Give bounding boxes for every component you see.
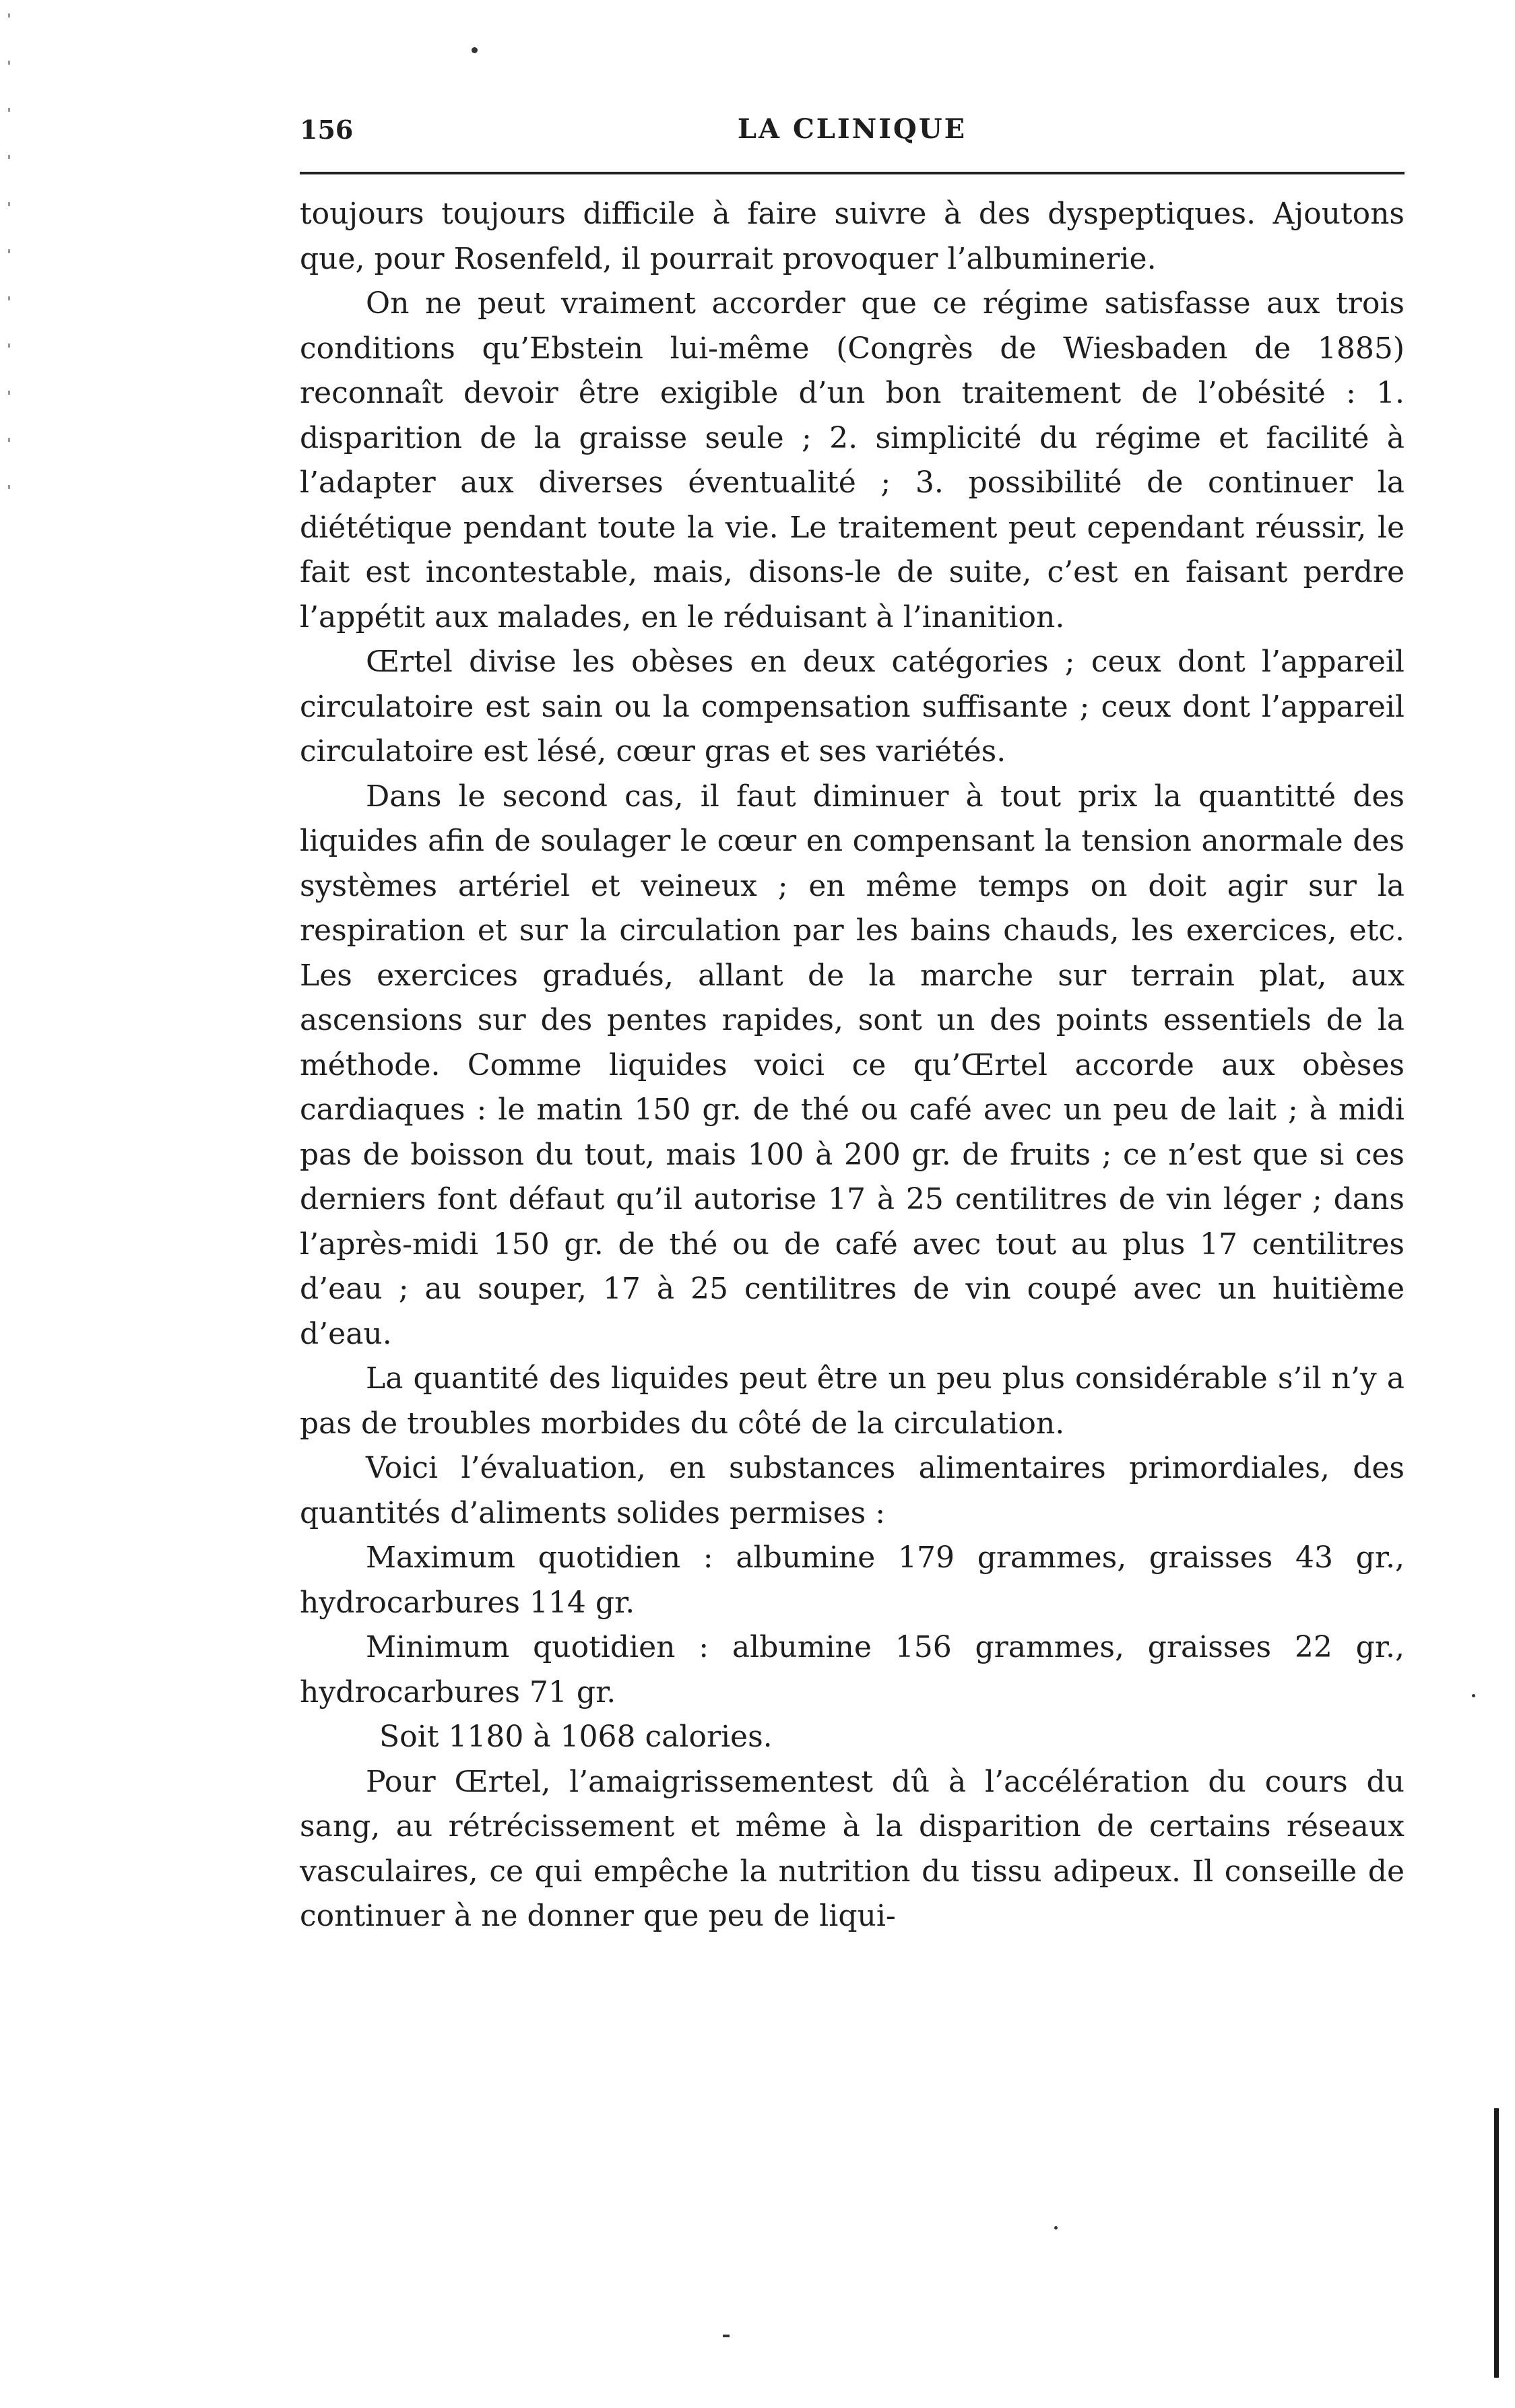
paragraph: Minimum quotidien : albumine 156 grammes, graisses 22 gr., hydrocarbures 71 gr. <box>300 1630 1405 1710</box>
page-number: 156 <box>300 115 354 145</box>
paragraph: Pour Œrtel, l’amaigrissementest dû à l’accélération du cours du sang, au rétrécissement et même à la disparition de certains réseaux vasculaires, ce qui empêche la nutrition du tissu adipeux. Il conseille de continuer à ne donner que peu de liqui- <box>300 1764 1405 1933</box>
body-text <box>300 192 1405 1939</box>
paragraph: Œrtel divise les obèses en deux catégories ; ceux dont l’appareil circulatoire est sain ou la compensation suffisante ; ceux dont l’appareil circulatoire est lésé, cœur gras et ses variétés. <box>300 645 1405 769</box>
paragraph: Maximum quotidien : albumine 179 grammes, graisses 43 gr., hydrocarbures 114 gr. <box>300 1540 1405 1620</box>
page-edge-shadow <box>1494 2108 1499 2378</box>
header-rule <box>300 172 1405 174</box>
page-header <box>300 108 1405 162</box>
scan-speck <box>1054 2226 1058 2230</box>
scan-speck <box>472 47 478 53</box>
paragraph: Dans le second cas, il faut diminuer à tout prix la quantitté des liquides afin de soulager le cœur en compensant la tension anormale des systèmes artériel et veineux ; en même temps on doit agir sur la respiration et sur la circulation par les bains chauds, les exercices, etc. Les exercices gradués, allant de la marche sur terrain plat, aux ascensions sur des pentes rapides, sont un des points essentiels de la méthode. Comme liquides voici ce qu’Œrtel accorde aux obèses cardiaques : le matin 150 gr. de thé ou café avec un peu de lait ; à midi pas de boisson du tout, mais 100 à 200 gr. de fruits ; ce n’est que si ces derniers font défaut qu’il autorise 17 à 25 centilitres de vin léger ; dans l’après-midi 150 gr. de thé ou de café avec tout au plus 17 centilitres d’eau ; au souper, 17 à 25 centilitres de vin coupé avec un huitième d’eau. <box>300 779 1405 1351</box>
paragraph: Soit 1180 à 1068 calories. <box>379 1720 773 1754</box>
scan-speck <box>723 2335 730 2337</box>
running-title: LA CLINIQUE <box>737 113 967 145</box>
paragraph: toujours toujours difficile à faire suivre à des dyspeptiques. Ajoutons que, pour Rosenfeld, il pourrait provoquer l’albuminerie. <box>300 197 1405 276</box>
paragraph: Voici l’évaluation, en substances alimentaires primordiales, des quantités d’aliments solides permises : <box>300 1451 1405 1530</box>
paragraph: On ne peut vraiment accorder que ce régime satisfasse aux trois conditions qu’Ebstein lui-même (Congrès de Wiesbaden de 1885) reconnaît devoir être exigible d’un bon traitement de l’obésité : 1. disparition de la graisse seule ; 2. simplicité du régime et facilité à l’adapter aux diverses éventualité ; 3. possibilité de continuer la diététique pendant toute la vie. Le traitement peut cependant réussir, le fait est incontestable, mais, disons-le de suite, c’est en faisant perdre l’appétit aux malades, en le réduisant à l’inanition. <box>300 286 1405 634</box>
paragraph: La quantité des liquides peut être un peu plus considérable s’il n’y a pas de troubles morbides du côté de la circulation. <box>300 1361 1405 1441</box>
scan-speck <box>1472 1694 1475 1697</box>
scan-edge-marks <box>8 13 10 498</box>
